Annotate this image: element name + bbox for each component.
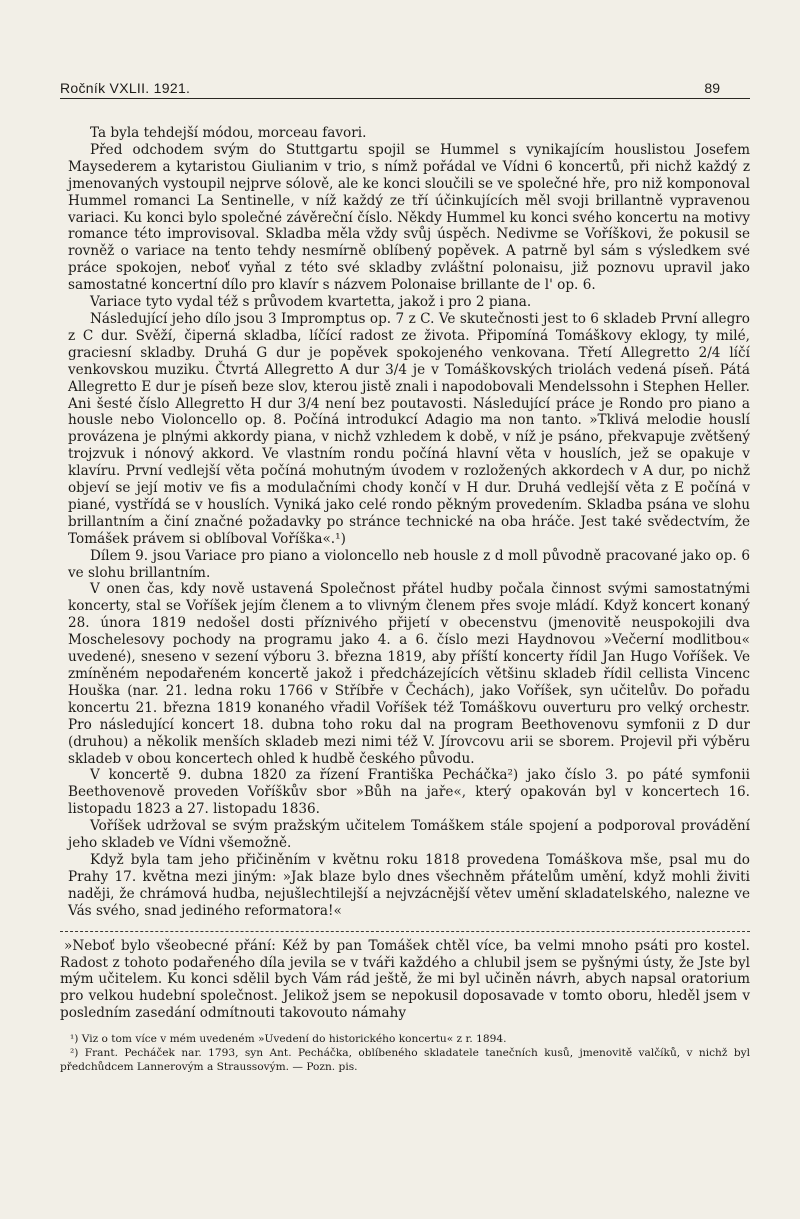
paragraph: Když byla tam jeho přičiněním v květnu roku 1818 provedena Tomáškova mše, psal mu do Prahy 17. května mezi jiným: »Jak blaze bylo dnes všechněm přátelům umění, když mohli živiti naději, že chrámová hudba, nejušlechtilejší a nejvzácnější větev umění skladatelského, nalezne ve Vás svého, snad jediného reformatora!«	[68, 851, 750, 919]
quote-paragraph: »Neboť bylo všeobecné přání: Kéž by pan Tomášek chtěl více, ba velmi mnoho psáti pro kostel. Radost z tohoto podařeného díla jevila se v tváři každého a chlubil jsem se pyšnými ústy, že Jste byl mým učitelem. Ku konci sdělil bych Vám rád ještě, že mi byl učiněn návrh, abych napsal oratorium pro velkou hudební společnost. Jelikož jsem se nepokusil doposavade v tomto oboru, hleděl jsem v posledním zasedání odmítnouti takovouto námahy	[60, 937, 750, 1022]
paragraph: Variace tyto vydal též s průvodem kvartetta, jakož i pro 2 piana.	[90, 294, 532, 311]
paragraph: Ta byla tehdejší módou, morceau favori.	[90, 125, 367, 141]
paragraph: Před odchodem svým do Stuttgartu spojil se Hummel s vynikajícím houslistou Josefem Maysederem a kytaristou Giulianim v trio, s nímž pořádal ve Vídni 6 koncertů, při nichž každý z jmenovaných vystoupil nejprve sólově, ale ke konci sloučili se ve společné hře, pro niž komponoval Hummel romanci La Sentinelle, v níž každý ze tří účinkujících měl svoji brillantně vypravenou variaci. Ku konci bylo společné závěreční číslo. Někdy Hummel ku konci svého koncertu na motivy romance této improvisoval. Skladba měla vždy svůj úspěch. Nedivme se Voříškovi, že pokusil se rovněž o variace na tento tehdy nesmírně oblíbený popěvek. A patrně byl sám s výsledkem své práce spokojen, neboť vyňal z této své skladby zvláštní polonaisu, již poznovu upravil jako samostatné koncertní dílo pro klavír s názvem Polonaise brillante de l' op. 6.	[68, 141, 750, 294]
page-number: 89	[704, 80, 720, 96]
footnote: ²) Frant. Pecháček nar. 1793, syn Ant. Pecháčka, oblíbeného skladatele tanečních kusů, jmenovitě valčíků, v nichž byl předchůdcem Lannerovým a Straussovým. — Pozn. pis.	[60, 1047, 750, 1074]
paragraph: Následující jeho dílo jsou 3 Impromptus op. 7 z C. Ve skutečnosti jest to 6 skladeb První allegro z C dur. Svěží, čiperná skladba, líčící radost ze života. Připomíná Tomáškovy eklogy, ty milé, graciesní skladby. Druhá G dur je popěvek spokojeného venkovana. Třetí Allegretto 2/4 líčí venkovskou muziku. Čtvrtá Allegretto A dur 3/4 je v Tomáškovských triolách vedená píseň. Pátá Allegretto E dur je píseň beze slov, kterou jistě znali i napodobovali Mendelssohn i Stephen Heller. Ani šesté číslo Allegretto H dur 3/4 není bez poutavosti. Následující práce je Rondo pro piano a housle nebo Violoncello op. 8. Počíná introdukcí Adagio ma non tanto. »Tklivá melodie houslí provázena je plnými akkordy piana, v nichž vzhledem k době, v níž je psáno, překvapuje zvětšený trojzvuk i nónový akkord. Ve vlastním rondu počíná hlavní věta v houslích, jež se opakuje v klavíru. První vedlejší věta počíná mohutným úvodem v rozložených akkordech v A dur, po nichž objeví se její motiv ve fis a modulačními chody končí v H dur. Druhá vedlejší věta z E počíná v piané, vystřídá se v houslích. Vyniká jako celé rondo pěkným provedením. Skladba psána ve slohu brillantním a činí značné požadavky po stránce technické na oba hráče. Jest také svědectvím, že Tomášek právem si oblíboval Voříška«.¹)	[68, 310, 750, 547]
body-text	[60, 125, 750, 920]
paragraph: Voříšek udržoval se svým pražským učitelem Tomáškem stále spojení a podporoval provádění jeho skladeb ve Vídni všemožně.	[68, 818, 750, 852]
running-title: Ročník VXLII. 1921.	[60, 80, 191, 96]
footnotes	[60, 1032, 750, 1074]
page-header	[60, 70, 750, 99]
paragraph: V onen čas, kdy nově ustavená Společnost přátel hudby počala činnost svými samostatnými koncerty, stal se Voříšek jejím členem a to vlivným členem přes svoje mládí. Když koncert konaný 28. února 1819 nedošel dosti příznivého přijetí v obecenstvu (jmenovitě neuspokojili dva Moschelesovy pochody na programu jako 4. a 6. číslo mezi Haydnovou »Večerní modlitbou« uvedené), sneseno v sezení výboru 3. března 1819, aby příští koncerty řídil Jan Hugo Voříšek. Ve zmíněném nepodařeném koncertě jakož i předcházejících většinu skladeb řídil cellista Vincenc Houška (nar. 21. ledna roku 1766 v Stříbře v Čechách), jako Voříšek, syn učitelův. Do pořadu koncertu 21. března 1819 konaného vřadil Voříšek též Tomáškovu ouverturu pro velký orchestr. Pro následující koncert 18. dubna toho roku dal na program Beethovenovu symfonii z D dur (druhou) a několik menších skladeb mezi nimi též V. Jírovcovu arii se sborem. Projevil při výběru skladeb v obou koncertech ohled k hudbě českého původu.	[68, 581, 750, 767]
footnote: ¹) Viz o tom více v mém uvedeném »Uvedení do historického koncertu« z r. 1894.	[70, 1033, 507, 1046]
section-separator	[60, 931, 750, 932]
paragraph: Dílem 9. jsou Variace pro piano a violoncello neb housle z d moll původně pracované jako op. 6 ve slohu brillantním.	[68, 547, 750, 581]
quoted-letter	[60, 938, 750, 1023]
paragraph: V koncertě 9. dubna 1820 za řízení Františka Pecháčka²) jako číslo 3. po páté symfonii Beethovenově proveden Voříškův sbor »Bůh na jaře«, který opakován byl v koncertech 16. listopadu 1823 a 27. listopadu 1836.	[68, 767, 750, 818]
